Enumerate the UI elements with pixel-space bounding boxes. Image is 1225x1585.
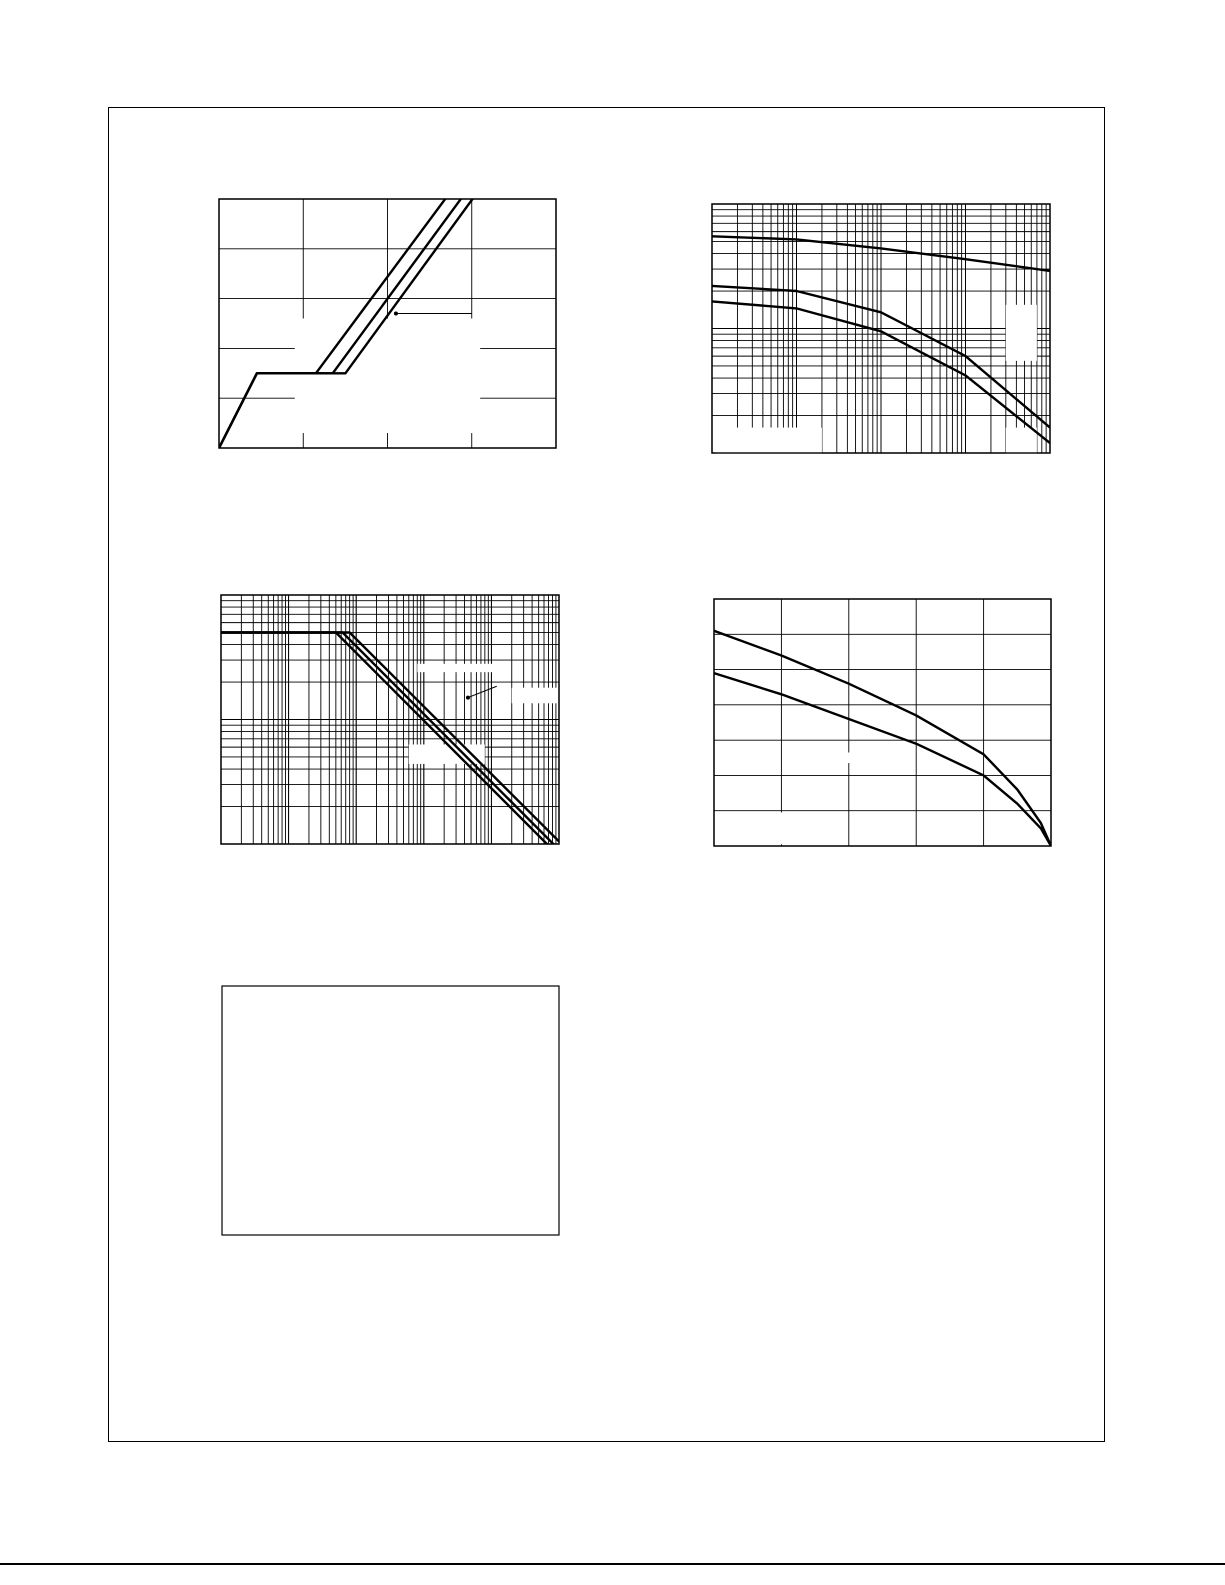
chart-1 — [219, 199, 556, 448]
label-box — [780, 812, 785, 844]
chart-3 — [221, 595, 559, 844]
chart-2 — [712, 204, 1050, 453]
label-box — [417, 664, 503, 672]
label-box — [847, 752, 851, 763]
label-box — [295, 319, 480, 434]
label-box — [1006, 305, 1037, 361]
chart-6 — [704, 988, 1042, 1237]
plot-area — [222, 986, 559, 1235]
leader-dot — [466, 696, 470, 700]
gridlines — [712, 204, 1050, 453]
label-box — [715, 428, 821, 469]
label-box — [409, 744, 485, 763]
label-box — [512, 688, 558, 704]
chart-4 — [714, 599, 1051, 846]
leader-dot — [394, 312, 398, 316]
bottom-rule — [0, 1563, 1225, 1565]
label-box — [1006, 428, 1037, 469]
chart-5 — [222, 986, 559, 1235]
plot-area — [714, 599, 1051, 846]
